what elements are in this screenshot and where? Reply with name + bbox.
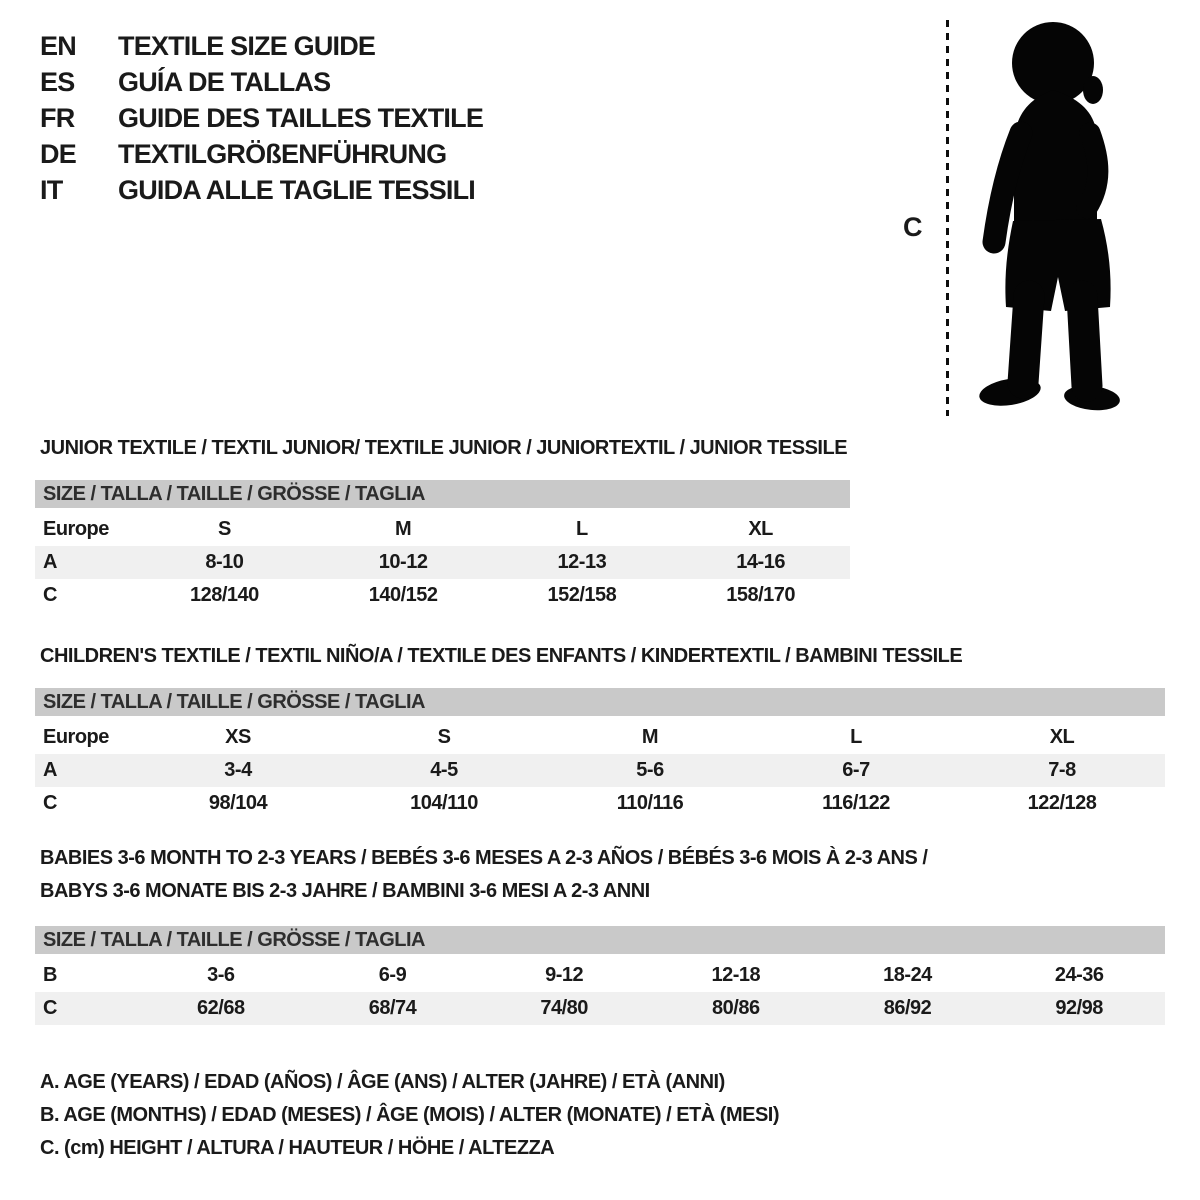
list-item (40, 28, 483, 64)
table-cell: 3-6 (207, 964, 235, 986)
table-row (35, 959, 1165, 992)
table-row (35, 992, 1165, 1025)
children-section-title: CHILDREN'S TEXTILE / TEXTIL NIÑO/A / TEXTILE DES ENFANTS / KINDERTEXTIL / BAMBINI TESSILE (40, 645, 963, 667)
row-label: A (43, 551, 57, 573)
table-cell: XL (748, 518, 773, 540)
size-header-bar: SIZE / TALLA / TAILLE / GRÖSSE / TAGLIA (35, 926, 1165, 954)
row-label: B (43, 964, 57, 986)
table-cell: 104/110 (410, 792, 478, 814)
table-cell: 62/68 (197, 997, 245, 1019)
row-label: Europe (43, 726, 109, 748)
guide-title: TEXTILE SIZE GUIDE (118, 30, 376, 61)
babies-title-line-2: BABYS 3-6 MONATE BIS 2-3 JAHRE / BAMBINI 3-6 MESI A 2-3 ANNI (40, 880, 650, 902)
table-row (35, 721, 1165, 754)
size-header-bar: SIZE / TALLA / TAILLE / GRÖSSE / TAGLIA (35, 480, 850, 508)
table-row (35, 546, 850, 579)
table-cell: 12-13 (557, 551, 607, 573)
table-cell: 110/116 (616, 792, 684, 814)
table-cell: 128/140 (189, 584, 259, 606)
guide-title: TEXTILGRÖßENFÜHRUNG (118, 138, 447, 169)
guide-title: GUIDE DES TAILLES TEXTILE (118, 102, 484, 133)
table-cell: XL (1049, 726, 1075, 748)
table-cell: 68/74 (368, 997, 417, 1019)
table-cell: 92/98 (1055, 997, 1103, 1019)
list-item (40, 172, 483, 208)
list-item (40, 136, 483, 172)
junior-size-table (35, 480, 850, 612)
table-cell: S (437, 726, 451, 748)
children-size-table (35, 688, 1165, 820)
row-label: Europe (43, 518, 109, 540)
footnote-c: C. (cm) HEIGHT / ALTURA / HAUTEUR / HÖHE / ALTEZZA (40, 1137, 555, 1159)
size-header-bar: SIZE / TALLA / TAILLE / GRÖSSE / TAGLIA (35, 688, 1165, 716)
table-cell: 158/170 (726, 584, 796, 606)
table-row (35, 579, 850, 612)
row-label: C (43, 792, 57, 814)
table-cell: 8-10 (205, 551, 244, 573)
table-cell: 6-9 (378, 964, 407, 986)
table-cell: 116/122 (822, 792, 890, 814)
height-measure-label: C (903, 212, 923, 242)
footnote-a: A. AGE (YEARS) / EDAD (AÑOS) / ÂGE (ANS) / ALTER (JAHRE) / ETÀ (ANNI) (40, 1071, 725, 1093)
language-code: ES (40, 66, 75, 97)
babies-section-title (40, 842, 927, 908)
table-cell: 80/86 (712, 997, 760, 1019)
table-row (35, 787, 1165, 820)
row-label: A (43, 759, 57, 781)
table-cell: M (395, 518, 412, 540)
table-cell: 140/152 (368, 584, 438, 606)
table-cell: 86/92 (883, 997, 932, 1019)
footnote-b: B. AGE (MONTHS) / EDAD (MESES) / ÂGE (MOIS) / ALTER (MONATE) / ETÀ (MESI) (40, 1104, 780, 1126)
table-cell: 152/158 (547, 584, 617, 606)
table-cell: 98/104 (208, 792, 268, 814)
table-cell: 3-4 (224, 759, 252, 781)
table-row (35, 513, 850, 546)
language-code: DE (40, 138, 76, 169)
toddler-silhouette-icon (963, 18, 1141, 418)
babies-size-table (35, 926, 1165, 1025)
table-cell: 10-12 (378, 551, 428, 573)
table-cell: 24-36 (1054, 964, 1104, 986)
language-code: FR (40, 102, 75, 133)
table-cell: 122/128 (1027, 792, 1097, 814)
footnote-list (40, 1066, 779, 1165)
table-cell: S (217, 518, 231, 540)
table-cell: 5-6 (636, 759, 664, 781)
list-item (40, 100, 483, 136)
row-label: C (43, 584, 57, 606)
table-cell: 4-5 (430, 759, 458, 781)
language-code: IT (40, 174, 63, 205)
table-cell: 9-12 (545, 964, 584, 986)
row-label: C (43, 997, 57, 1019)
language-code: EN (40, 30, 76, 61)
guide-title: GUÍA DE TALLAS (118, 66, 331, 97)
language-title-list (40, 28, 483, 208)
table-cell: L (850, 726, 862, 748)
height-measure-dashed-line (946, 20, 949, 416)
guide-title: GUIDA ALLE TAGLIE TESSILI (118, 174, 475, 205)
table-cell: XS (225, 726, 251, 748)
junior-section-title: JUNIOR TEXTILE / TEXTIL JUNIOR/ TEXTILE JUNIOR / JUNIORTEXTIL / JUNIOR TESSILE (40, 437, 848, 459)
table-cell: 18-24 (883, 964, 932, 986)
table-cell: 6-7 (842, 759, 870, 781)
table-cell: 12-18 (711, 964, 761, 986)
list-item (40, 64, 483, 100)
table-cell: 7-8 (1048, 759, 1076, 781)
babies-title-line-1: BABIES 3-6 MONTH TO 2-3 YEARS / BEBÉS 3-6 MESES A 2-3 AÑOS / BÉBÉS 3-6 MOIS À 2-3 ANS / (40, 847, 928, 869)
table-cell: 74/80 (540, 997, 588, 1019)
table-cell: 14-16 (736, 551, 785, 573)
table-cell: L (576, 518, 588, 540)
table-row (35, 754, 1165, 787)
table-cell: M (641, 726, 659, 748)
